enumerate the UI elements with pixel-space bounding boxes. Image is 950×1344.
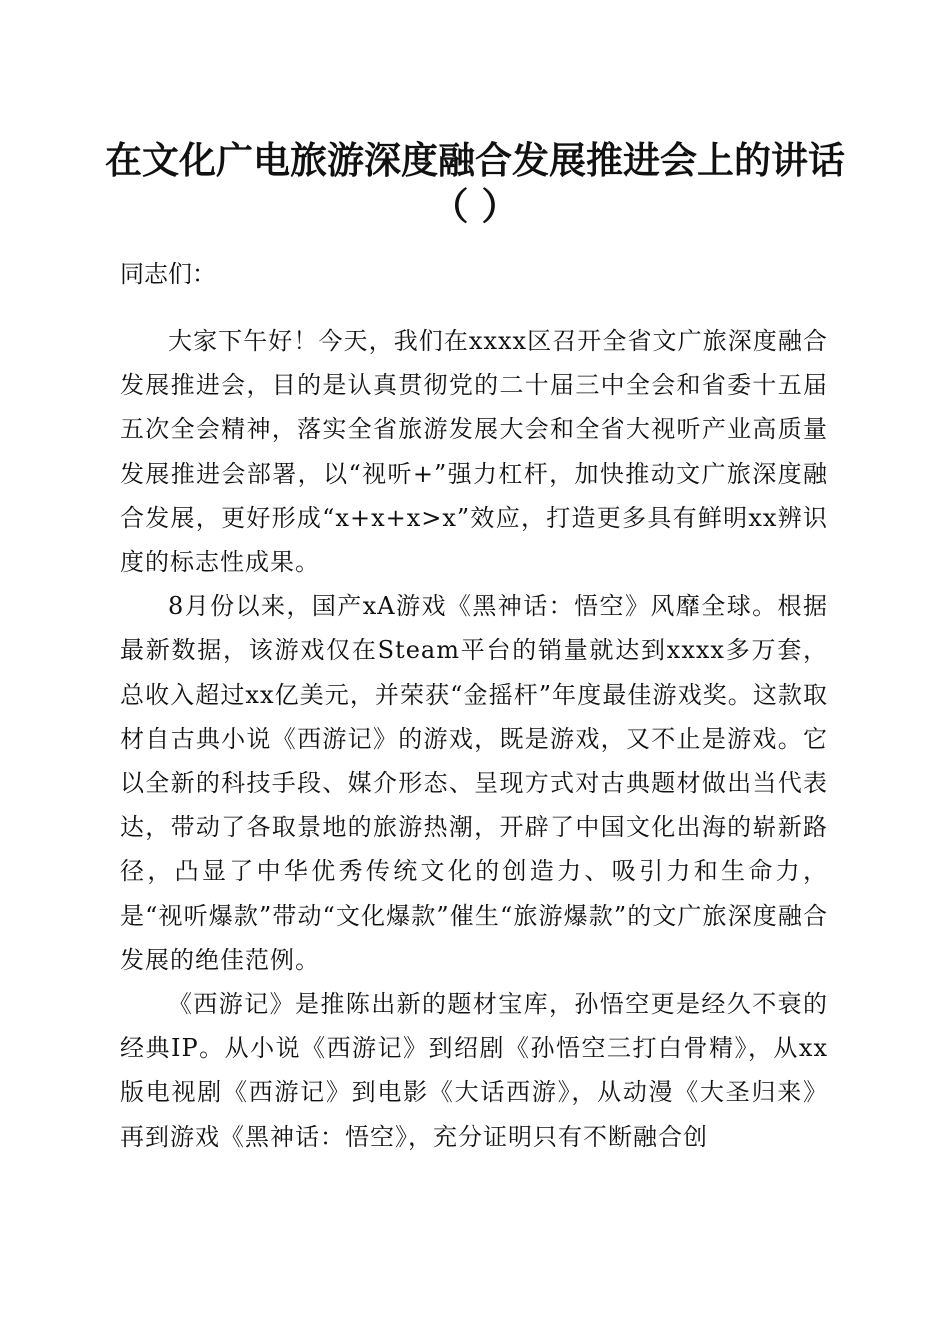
document-title: 在文化广电旅游深度融合发展推进会上的讲话 [105, 138, 845, 182]
paragraph: 《西游记》是推陈出新的题材宝库，孙悟空更是经久不衰的经典IP。从小说《西游记》到绍剧《孙悟空三打白骨精》，从xx版电视剧《西游记》到电影《大话西游》，从动漫《大圣归来》再到游戏《黑神话：悟空》，充分证明只有不断融合创 [120, 990, 828, 1151]
salutation: 同志们： [120, 260, 216, 288]
paragraph: 大家下午好！今天，我们在xxxx区召开全省文广旅深度融合发展推进会，目的是认真贯彻党的二十届三中全会和省委十五届五次全会精神，落实全省旅游发展大会和全省大视听产业高质量发展推进会部署，以“视听+”强力杠杆，加快推动文广旅深度融合发展，更好形成“x+x+x>x”效应，打造更多具有鲜明xx辨识度的标志性成果。 [120, 327, 828, 577]
document-subtitle: （ ） [431, 184, 519, 228]
paragraph: 8月份以来，国产xA游戏《黑神话：悟空》风靡全球。根据最新数据，该游戏仅在Steam平台的销量就达到xxxx多万套，总收入超过xx亿美元，并荣获“金摇杆”年度最佳游戏奖。这款取材自古典小说《西游记》的游戏，既是游戏，又不止是游戏。它以全新的科技手段、媒介形态、呈现方式对古典题材做出当代表达，带动了各取景地的旅游热潮，开辟了中国文化出海的崭新路径，凸显了中华优秀传统文化的创造力、吸引力和生命力，是“视听爆款”带动“文化爆款”催生“旅游爆款”的文广旅深度融合发展的绝佳范例。 [120, 592, 828, 974]
document-body [120, 319, 828, 1159]
